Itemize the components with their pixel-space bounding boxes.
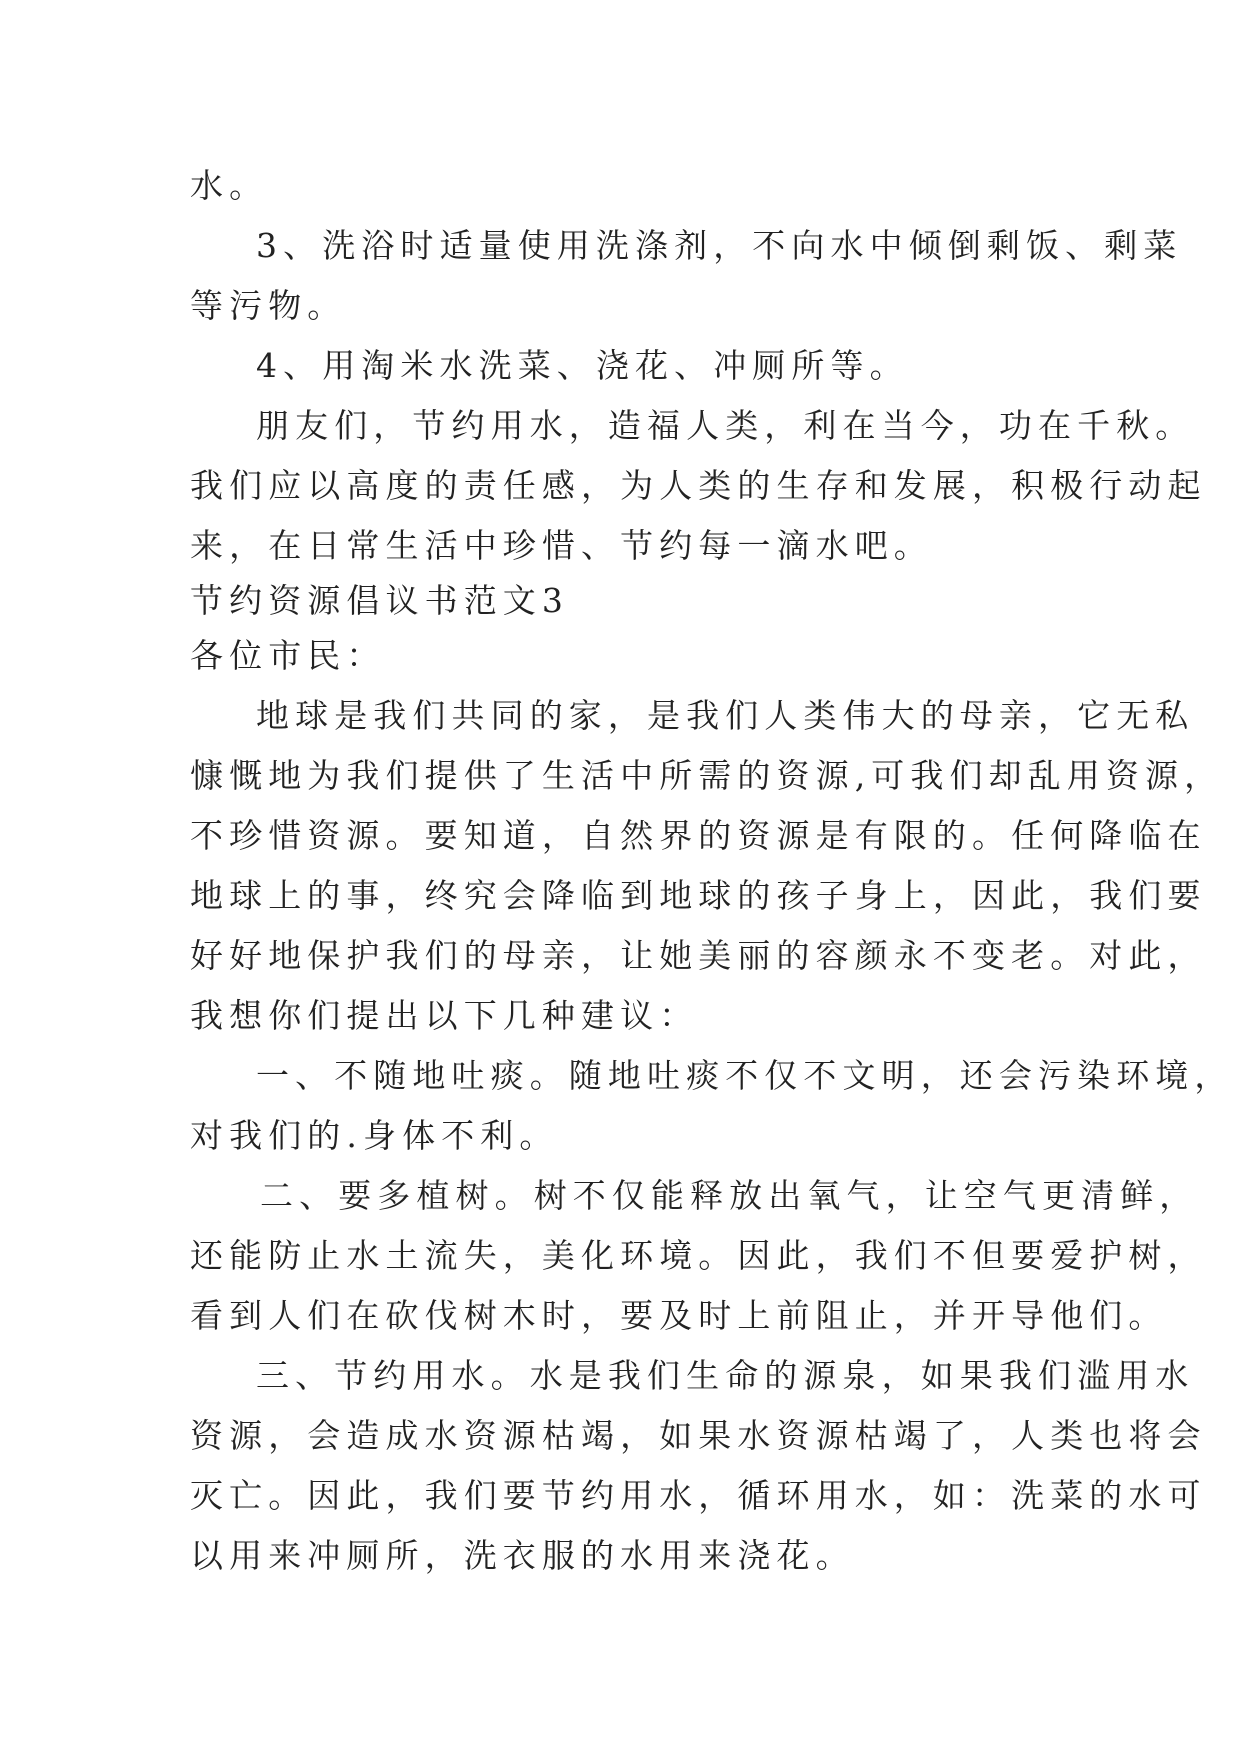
text-line: 二、要多植树。树不仅能释放出氧气，让空气更清鲜， [260,1176,1199,1215]
text-line: 慷慨地为我们提供了生活中所需的资源,可我们却乱用资源， [190,756,1224,795]
text-line: 朋友们，节约用水，造福人类，利在当今，功在千秋。 [256,406,1195,445]
text-line: 我们应以高度的责任感，为人类的生存和发展，积极行动起 [190,466,1207,505]
text-line: 不珍惜资源。要知道，自然界的资源是有限的。任何降临在 [190,816,1207,855]
text-line: 4、用淘米水洗菜、浇花、冲厕所等。 [256,346,909,385]
text-line: 资源，会造成水资源枯竭，如果水资源枯竭了，人类也将会 [190,1416,1207,1455]
salutation: 各位市民： [190,636,386,675]
text-line: 水。 [190,166,269,205]
text-line: 地球上的事，终究会降临到地球的孩子身上，因此，我们要 [190,876,1207,915]
text-line: 以用来冲厕所，洗衣服的水用来浇花。 [190,1536,855,1575]
text-line: 等污物。 [190,286,347,325]
section-heading: 节约资源倡议书范文3 [190,581,569,620]
text-line: 一、不随地吐痰。随地吐痰不仅不文明，还会污染环境， [256,1056,1234,1095]
text-line: 三、节约用水。水是我们生命的源泉，如果我们滥用水 [256,1356,1195,1395]
text-line: 来，在日常生活中珍惜、节约每一滴水吧。 [190,526,933,565]
text-line: 地球是我们共同的家，是我们人类伟大的母亲，它无私 [256,696,1195,735]
text-line: 3、洗浴时适量使用洗涤剂，不向水中倾倒剩饭、剩菜 [256,226,1183,265]
text-line: 看到人们在砍伐树木时，要及时上前阻止，并开导他们。 [190,1296,1168,1335]
text-line: 还能防止水土流失，美化环境。因此，我们不但要爱护树， [190,1236,1207,1275]
text-line: 灭亡。因此，我们要节约用水，循环用水，如：洗菜的水可 [190,1476,1207,1515]
text-line: 对我们的.身体不利。 [190,1116,559,1155]
text-line: 我想你们提出以下几种建议： [190,996,699,1035]
text-line: 好好地保护我们的母亲，让她美丽的容颜永不变老。对此， [190,936,1207,975]
